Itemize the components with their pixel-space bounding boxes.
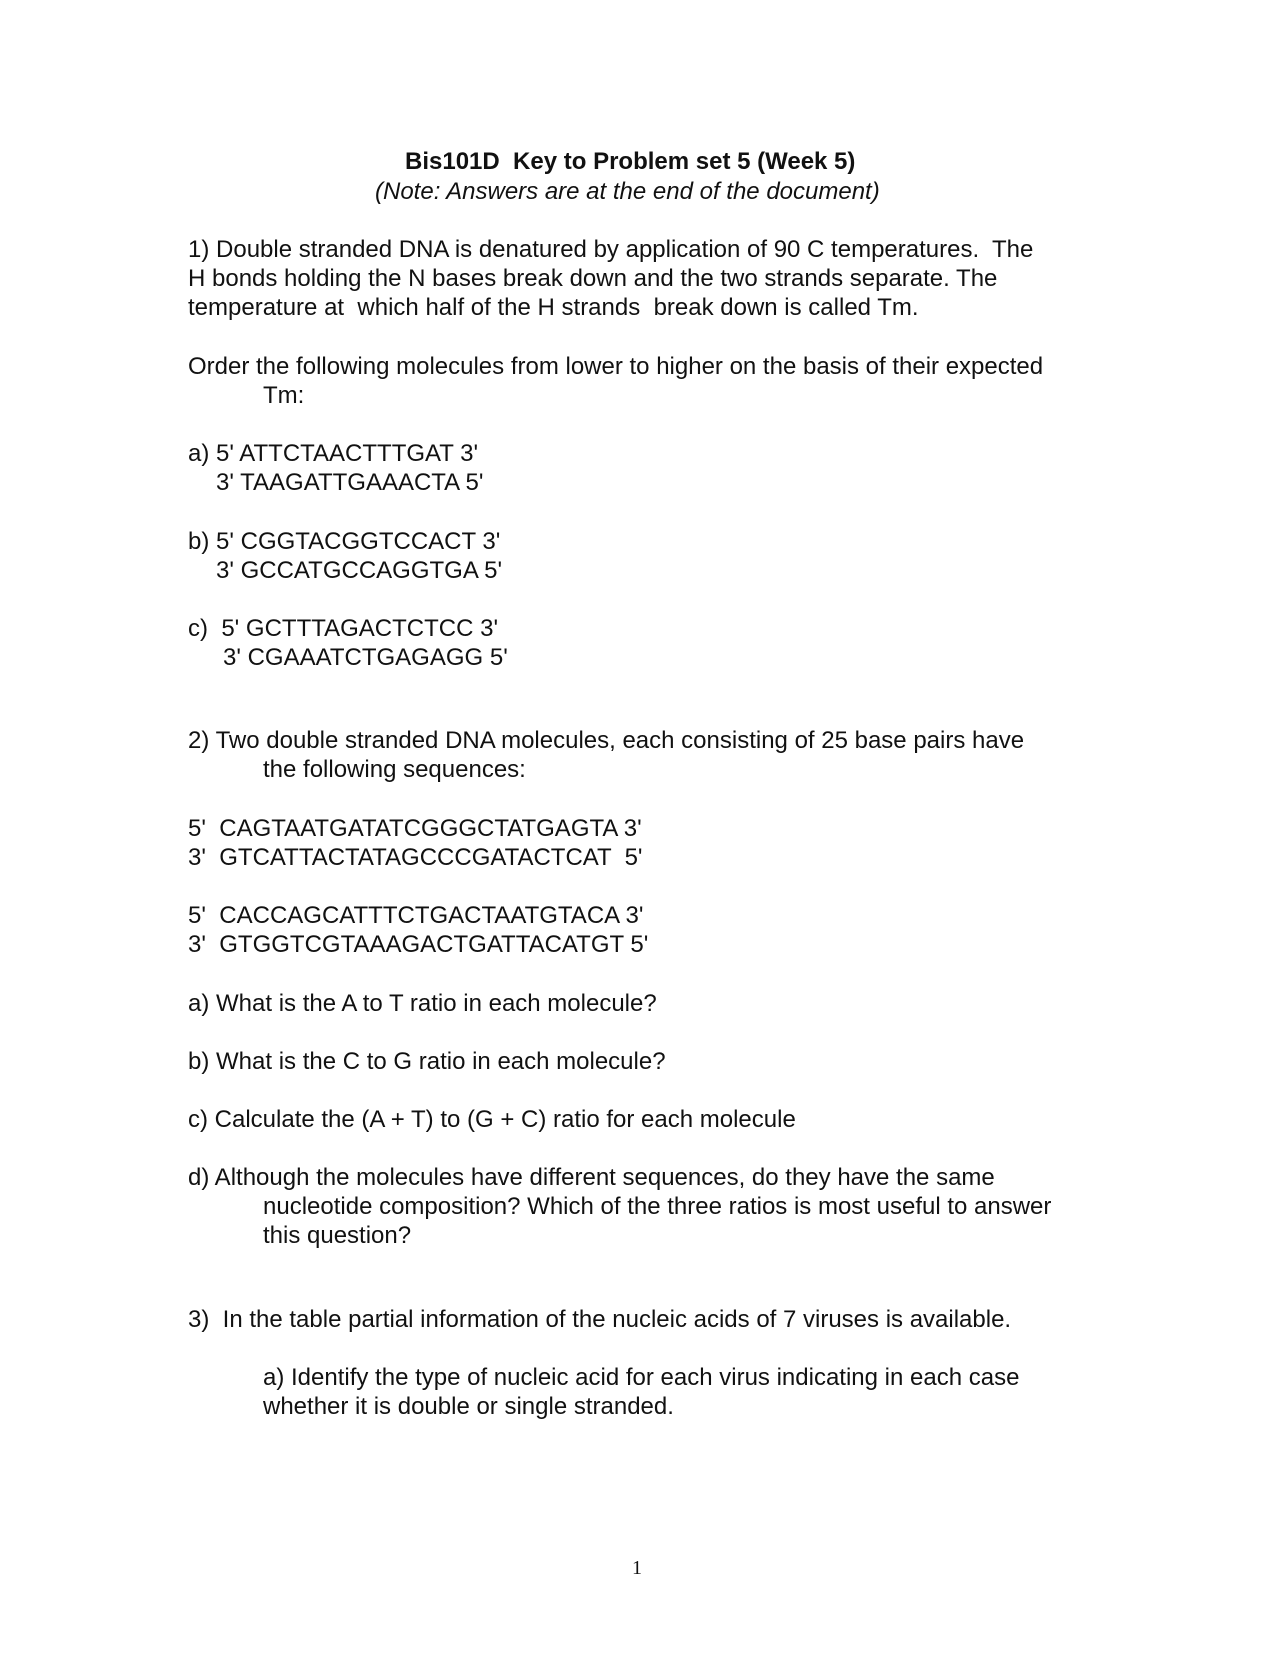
q1c-strand-1: c) 5' GCTTTAGACTCTCC 3': [188, 615, 499, 642]
q1-instruction-line-2: Tm:: [263, 382, 305, 409]
q1-instruction-line-1: Order the following molecules from lower to higher on the basis of their expected: [188, 353, 1044, 380]
q1a-strand-2: 3' TAAGATTGAAACTA 5': [216, 469, 484, 496]
page-subtitle: (Note: Answers are at the end of the document): [375, 178, 880, 205]
q3a-question-line-1: a) Identify the type of nucleic acid for each virus indicating in each case: [263, 1364, 1020, 1391]
page-title: Bis101D Key to Problem set 5 (Week 5): [405, 148, 856, 175]
page-number: 1: [632, 1557, 642, 1579]
q2b-question: b) What is the C to G ratio in each molecule?: [188, 1048, 666, 1075]
q2d-question-line-1: d) Although the molecules have different sequences, do they have the same: [188, 1164, 995, 1191]
q1-intro-line-1: 1) Double stranded DNA is denatured by application of 90 C temperatures. The: [188, 236, 1034, 263]
q2-molecule-2-strand-1: 5' CACCAGCATTTCTGACTAATGTACA 3': [188, 902, 644, 929]
q2-intro-line-1: 2) Two double stranded DNA molecules, each consisting of 25 base pairs have: [188, 727, 1025, 754]
q2c-question: c) Calculate the (A + T) to (G + C) ratio for each molecule: [188, 1106, 796, 1133]
q1b-strand-1: b) 5' CGGTACGGTCCACT 3': [188, 528, 501, 555]
q2-intro-line-2: the following sequences:: [263, 756, 526, 783]
q2-molecule-1-strand-2: 3' GTCATTACTATAGCCCGATACTCAT 5': [188, 844, 643, 871]
q1a-strand-1: a) 5' ATTCTAACTTTGAT 3': [188, 440, 479, 467]
q1-intro-line-2: H bonds holding the N bases break down and the two strands separate. The: [188, 265, 998, 292]
q1-intro-line-3: temperature at which half of the H strands break down is called Tm.: [188, 294, 919, 321]
q3-intro: 3) In the table partial information of the nucleic acids of 7 viruses is available.: [188, 1306, 1012, 1333]
q2d-question-line-2: nucleotide composition? Which of the three ratios is most useful to answer: [263, 1193, 1052, 1220]
q2a-question: a) What is the A to T ratio in each molecule?: [188, 990, 657, 1017]
q2-molecule-2-strand-2: 3' GTGGTCGTAAAGACTGATTACATGT 5': [188, 931, 649, 958]
q1b-strand-2: 3' GCCATGCCAGGTGA 5': [216, 557, 503, 584]
q1c-strand-2: 3' CGAAATCTGAGAGG 5': [223, 644, 508, 671]
q2-molecule-1-strand-1: 5' CAGTAATGATATCGGGCTATGAGTA 3': [188, 815, 642, 842]
q2d-question-line-3: this question?: [263, 1222, 412, 1249]
q3a-question-line-2: whether it is double or single stranded.: [263, 1393, 674, 1420]
